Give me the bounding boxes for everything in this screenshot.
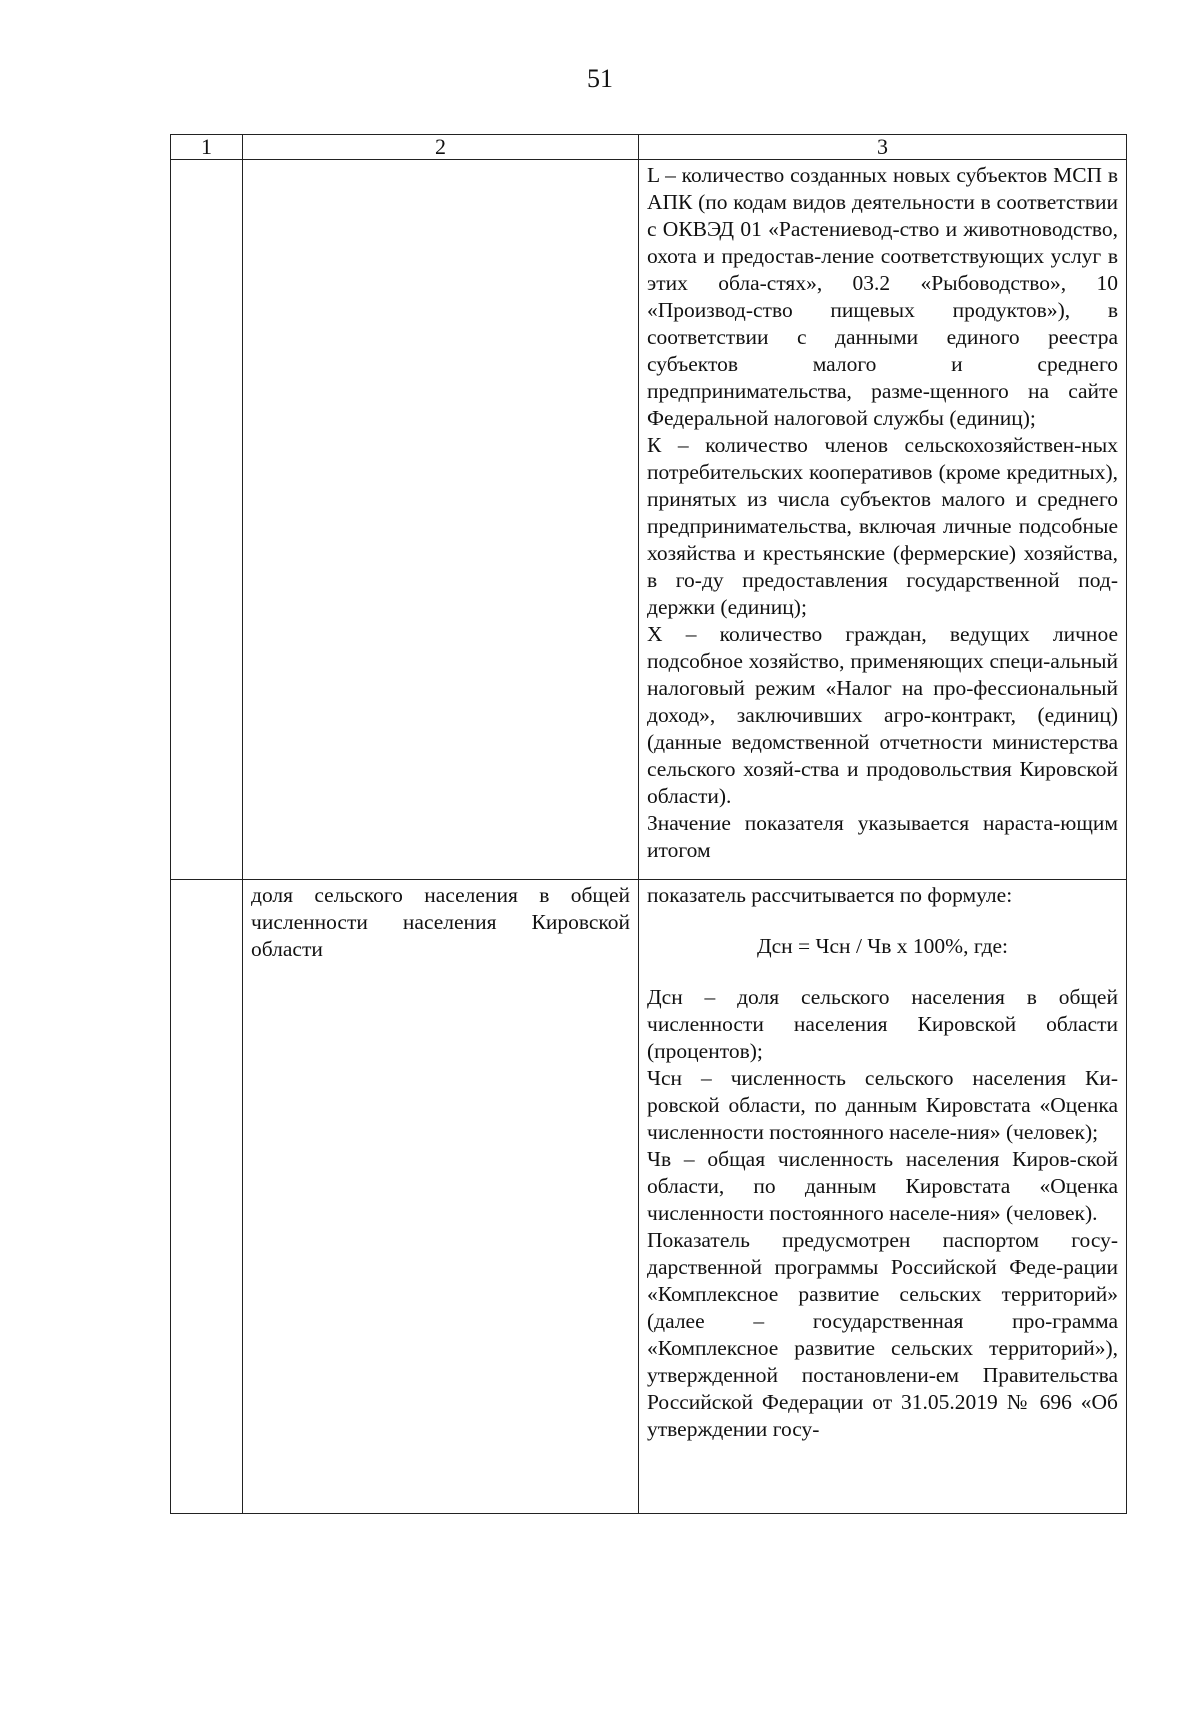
- table-row: [171, 880, 1127, 1514]
- paragraph-chv: Чв – общая численность населения Киров-ской области, по данным Кировстата «Оценка численности постоянного населе-ния» (человек).: [647, 1147, 1118, 1225]
- table-row: [171, 160, 1127, 880]
- row1-col2: [243, 160, 639, 880]
- page-number: 51: [587, 64, 613, 93]
- formula: Дсн = Чсн / Чв х 100%, где:: [756, 934, 1009, 958]
- paragraph-cumulative-note: Значение показателя указывается нараста-ющим итогом: [647, 811, 1118, 862]
- paragraph-program: Показатель предусмотрен паспортом госу-дарственной программы Российской Феде-рации «Комплексное развитие сельских территорий» (далее – государственная про-грамма «Комплексное развитие сельских территорий»), утвержденной постановлени-ем Правительства Российской Федерации от 31.05.2019 № 696 «Об утверждении госу-: [647, 1228, 1118, 1441]
- header-col-1: 1: [171, 135, 243, 160]
- paragraph-K: К – количество членов сельскохозяйствен-ных потребительских кооперативов (кроме кредитных), принятых из числа субъектов малого и среднего предпринимательства, включая личные подсобные хозяйства и крестьянские (фермерские) хозяйства, в го-ду предоставления государственной под-держки (единиц);: [647, 433, 1118, 619]
- row2-col1: [171, 880, 243, 1514]
- row1-col3: [639, 160, 1127, 880]
- row1-col1: [171, 160, 243, 880]
- formula-intro: показатель рассчитывается по формуле:: [647, 883, 1013, 907]
- paragraph-chsn: Чсн – численность сельского населения Ки-ровской области, по данным Кировстата «Оценка численности постоянного населе-ния» (человек);: [647, 1066, 1118, 1144]
- indicator-table: [170, 134, 1127, 1514]
- paragraph-L: L – количество созданных новых субъектов МСП в АПК (по кодам видов деятельности в соответствии с ОКВЭД 01 «Растениевод-ство и животноводство, охота и предостав-ление соответствующих услуг в этих обла-стях», 03.2 «Рыбоводство», 10 «Производ-ство пищевых продуктов»), в соответствии с данными единого реестра субъектов малого и среднего предпринимательства, разме-щенного на сайте Федеральной налоговой службы (единиц);: [647, 163, 1118, 430]
- header-col-2: 2: [243, 135, 639, 160]
- row2-col3: [639, 880, 1127, 1514]
- indicator-name: доля сельского населения в общей численности населения Кировской области: [251, 883, 630, 961]
- header-col-3: 3: [639, 135, 1127, 160]
- table-header-row: [171, 135, 1127, 160]
- row2-col2: [243, 880, 639, 1514]
- paragraph-dsn: Дсн – доля сельского населения в общей численности населения Кировской области (процентов);: [647, 985, 1118, 1063]
- paragraph-X: Х – количество граждан, ведущих личное подсобное хозяйство, применяющих специ-альный налоговый режим «Налог на про-фессиональный доход», заключивших агро-контракт, (единиц) (данные ведомственной отчетности министерства сельского хозяй-ства и продовольствия Кировской области).: [647, 622, 1118, 808]
